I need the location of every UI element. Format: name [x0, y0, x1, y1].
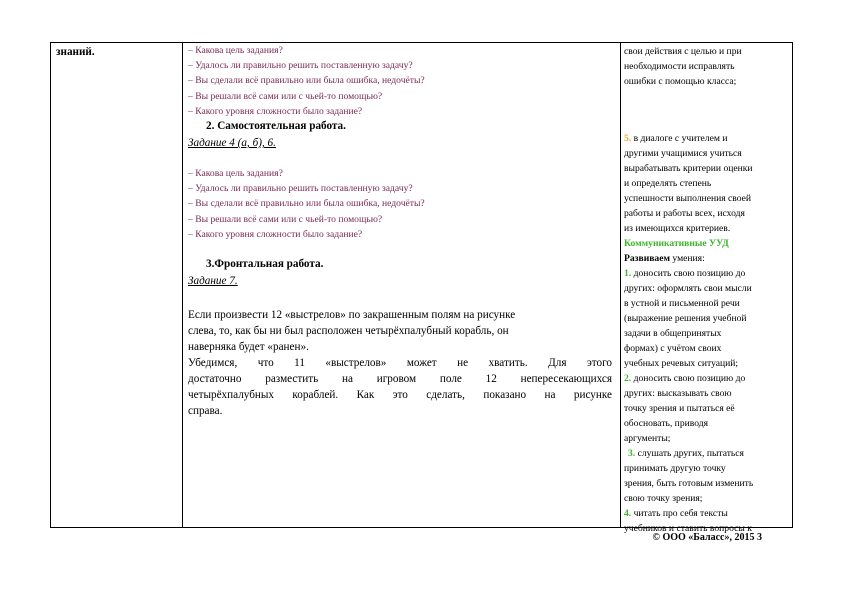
- communicative-uud-title: Коммуникативные УУД: [624, 238, 729, 249]
- heading-frontal-work: 3.Фронтальная работа.: [206, 258, 324, 270]
- text-line: задачи в общепринятых: [624, 328, 722, 339]
- question-item: – Удалось ли правильно решить поставленную задачу?: [188, 60, 413, 72]
- content-column: [182, 43, 621, 527]
- item-3: 3. слушать других, пытаться: [628, 448, 744, 459]
- item-number: 2.: [624, 373, 632, 384]
- question-item: – Вы решали всё сами или с чьей-то помощью?: [188, 213, 383, 225]
- text-line: учебников и ставить вопросы к: [624, 523, 752, 534]
- stage-column: [51, 43, 183, 527]
- heading-independent-work: 2. Самостоятельная работа.: [206, 120, 346, 132]
- item-number: 5.: [624, 133, 632, 144]
- question-item: – Удалось ли правильно решить поставленную задачу?: [188, 183, 413, 195]
- copyright-footer: © ООО «Баласс», 2015 3: [652, 532, 762, 543]
- task-7-label: Задание 7.: [188, 275, 238, 287]
- reflection-questions-2: [188, 166, 425, 242]
- text-line: (выражение решения учебной: [624, 313, 747, 324]
- stage-text: знаний.: [56, 46, 95, 58]
- item-number: 3.: [628, 448, 636, 459]
- item-1: 1. доносить свою позицию до: [624, 268, 746, 279]
- text-line: зрения, быть готовым изменить: [624, 478, 754, 489]
- lesson-plan-table: [50, 42, 793, 534]
- task-4-label: Задание 4 (а, б), 6.: [188, 137, 276, 149]
- paragraph-line: достаточно разместить на игровом поле 12 непересекающихся: [188, 373, 612, 385]
- paragraph-line: Если произвести 12 «выстрелов» по закрашенным полям на рисунке: [188, 309, 516, 321]
- paragraph-line: наверняка будет «ранен».: [188, 341, 309, 353]
- text-line: свою точку зрения;: [624, 493, 703, 504]
- question-item: – Какова цель задания?: [188, 168, 283, 179]
- text-line: ошибки с помощью класса;: [624, 76, 737, 87]
- text-line: и определять степень: [624, 178, 712, 189]
- item-4: 4. читать про себя тексты: [624, 508, 728, 519]
- develop-skills-line: Развиваем умения:: [624, 253, 705, 264]
- item-number: 1.: [624, 268, 632, 279]
- text-line: необходимости исправлять: [624, 61, 735, 72]
- text-line: другими учащимися учиться: [624, 148, 742, 159]
- text-line: работы и работы всех, исходя: [624, 208, 745, 219]
- text-line: других: оформлять свои мысли: [624, 283, 752, 294]
- paragraph-line: Убедимся, что 11 «выстрелов» может не хватить. Для этого: [188, 357, 612, 369]
- paragraph-line: слева, то, как бы ни был расположен четырёхпалубный корабль, он: [188, 325, 509, 337]
- question-item: – Вы сделали всё правильно или была ошибка, недочёты?: [188, 75, 425, 87]
- text-line: успешности выполнения своей: [624, 193, 752, 204]
- text-line: других: высказывать свою: [624, 388, 732, 399]
- question-item: – Вы решали всё сами или с чьей-то помощью?: [188, 90, 383, 102]
- text-line: в устной и письменной речи: [624, 298, 740, 309]
- question-item: – Какова цель задания?: [188, 45, 283, 56]
- question-item: – Какого уровня сложности было задание?: [188, 105, 363, 117]
- text-line: принимать другую точку: [624, 463, 726, 474]
- text-line: аргументы;: [624, 433, 671, 444]
- text-line: учебных речевых ситуаций;: [624, 358, 739, 369]
- paragraph-line: четырёхпалубных кораблей. Как это сделать, показано на рисунке: [188, 389, 612, 401]
- item-2: 2. доносить свою позицию до: [624, 373, 746, 384]
- reflection-questions-1: [188, 43, 425, 119]
- item-5: 5. в диалоге с учителем и: [624, 133, 728, 144]
- text-line: формах) с учётом своих: [624, 343, 722, 354]
- text-line: точку зрения и пытаться её: [624, 403, 735, 414]
- question-item: – Какого уровня сложности было задание?: [188, 228, 363, 240]
- uud-column: [620, 43, 792, 534]
- text-line: обосновать, приводя: [624, 418, 709, 429]
- text-line: вырабатывать критерии оценки: [624, 163, 753, 174]
- text-line: свои действия с целью и при: [624, 46, 742, 57]
- paragraph-line: справа.: [188, 405, 223, 417]
- question-item: – Вы сделали всё правильно или была ошибка, недочёты?: [188, 198, 425, 210]
- item-number: 4.: [624, 508, 632, 519]
- text-line: из имеющихся критериев.: [624, 223, 731, 234]
